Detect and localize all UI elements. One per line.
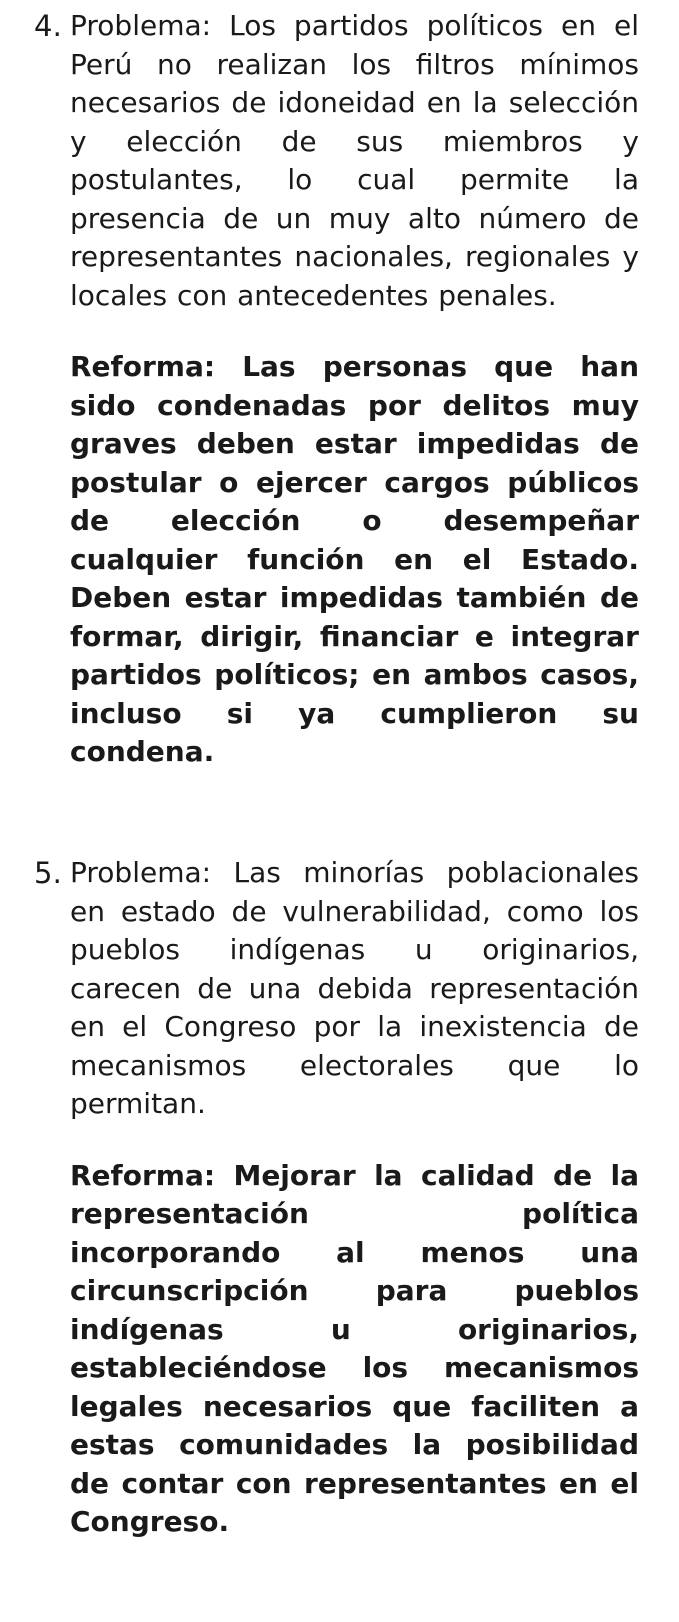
list-item-5 — [34, 854, 639, 1542]
reform-paragraph: Reforma: Mejorar la calidad de la representación política incorporando al menos una circunscripción para pueblos indígenas u originarios, estableciéndose los mecanismos legales necesarios que faciliten a estas comunidades la posibilidad de contar con representantes en el Congreso. — [70, 1158, 639, 1538]
list-number: 4. — [34, 9, 63, 43]
problem-paragraph: Problema: Los partidos políticos en el Perú no realizan los filtros mínimos necesarios de idoneidad en la selección y elección de sus miembros y postulantes, lo cual permite la presencia de un muy alto número de representantes nacionales, regionales y locales con antecedentes penales. — [70, 9, 639, 312]
list-number: 5. — [34, 856, 63, 890]
problem-paragraph: Problema: Las minorías poblacionales en estado de vulnerabilidad, como los pueblos indígenas u originarios, carecen de una debida representación en el Congreso por la inexistencia de mecanismos electorales que lo permitan. — [70, 856, 639, 1120]
list-item-4 — [34, 7, 639, 772]
reform-paragraph: Reforma: Las personas que han sido condenadas por delitos muy graves deben estar impedidas de postular o ejercer cargos públicos de elección o desempeñar cualquier función en el Estado. Deben estar impedidas también de formar, dirigir, financiar e integrar partidos políticos; en ambos casos, incluso si ya cumplieron su condena. — [70, 350, 639, 768]
